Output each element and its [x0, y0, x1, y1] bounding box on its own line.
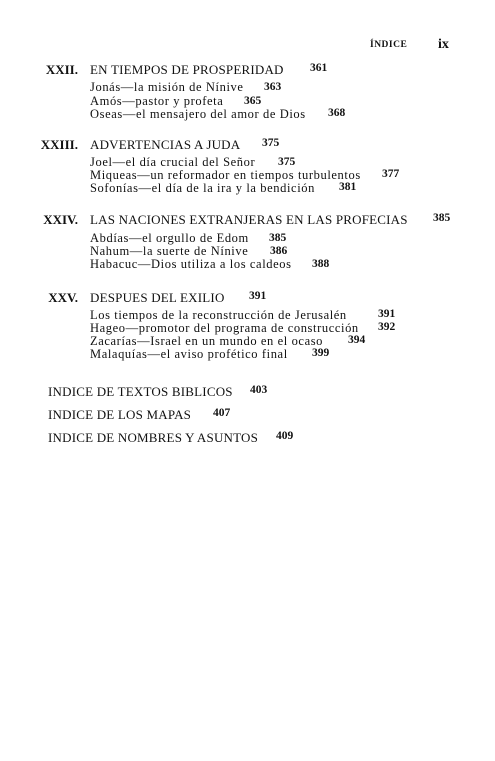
toc-entry: Joel—el día crucial del Señor	[90, 155, 256, 169]
chapter-number: XXII.	[45, 62, 78, 77]
toc-entry-page: 386	[270, 245, 288, 257]
toc-entry: Abdías—el orgullo de Edom	[90, 231, 249, 245]
chapter-title: LAS NACIONES EXTRANJERAS EN LAS PROFECIAS	[90, 212, 408, 227]
toc-entry: Malaquías—el aviso profético final	[90, 347, 288, 361]
index-entry-page: 407	[213, 407, 231, 419]
toc-entry: Sofonías—el día de la ira y la bendición	[90, 181, 315, 195]
toc-entry-page: 368	[328, 107, 346, 119]
chapter-page: 361	[310, 62, 328, 74]
running-header-label: ÍNDICE	[370, 40, 408, 50]
chapter-title: EN TIEMPOS DE PROSPERIDAD	[90, 62, 284, 77]
index-entry-page: 403	[250, 384, 268, 396]
chapter-number: XXIV.	[43, 212, 78, 227]
toc-entry-page: 375	[278, 156, 296, 168]
chapter-number: XXV.	[48, 290, 78, 305]
chapter-title: DESPUES DEL EXILIO	[90, 290, 225, 305]
toc-entry-page: 394	[348, 334, 366, 346]
index-entry-page: 409	[276, 430, 294, 442]
toc-entry: Nahum—la suerte de Nínive	[90, 244, 249, 258]
chapter-page: 391	[249, 290, 267, 302]
toc-entry-page: 363	[264, 81, 282, 93]
chapter-page: 385	[433, 212, 451, 224]
toc-entry-page: 388	[312, 258, 330, 270]
toc-entry: Los tiempos de la reconstrucción de Jerusalén	[90, 308, 347, 322]
toc-entry: Habacuc—Dios utiliza a los caldeos	[90, 257, 292, 271]
toc-entry: Oseas—el mensajero del amor de Dios	[90, 107, 306, 121]
toc-entry: Amós—pastor y profeta	[90, 94, 224, 108]
toc-entry-page: 392	[378, 321, 396, 333]
toc-entry-page: 399	[312, 347, 330, 359]
toc-entry: Jonás—la misión de Nínive	[90, 80, 244, 94]
toc-entry-page: 391	[378, 308, 396, 320]
page-number: ix	[438, 37, 449, 52]
toc-entry-page: 377	[382, 168, 400, 180]
chapter-number: XXIII.	[40, 137, 78, 152]
chapter-page: 375	[262, 137, 280, 149]
index-entry: INDICE DE TEXTOS BIBLICOS	[48, 384, 233, 399]
toc-entry: Hageo—promotor del programa de construcción	[90, 321, 359, 335]
toc-entry-page: 381	[339, 181, 357, 193]
index-entry: INDICE DE NOMBRES Y ASUNTOS	[48, 430, 259, 445]
toc-entry-page: 385	[269, 232, 287, 244]
toc-entry: Miqueas—un reformador en tiempos turbulentos	[90, 168, 361, 182]
toc-entry-page: 365	[244, 95, 262, 107]
index-entry: INDICE DE LOS MAPAS	[48, 407, 192, 422]
toc-entry: Zacarías—Israel en un mundo en el ocaso	[90, 334, 324, 348]
chapter-title: ADVERTENCIAS A JUDA	[90, 137, 241, 152]
